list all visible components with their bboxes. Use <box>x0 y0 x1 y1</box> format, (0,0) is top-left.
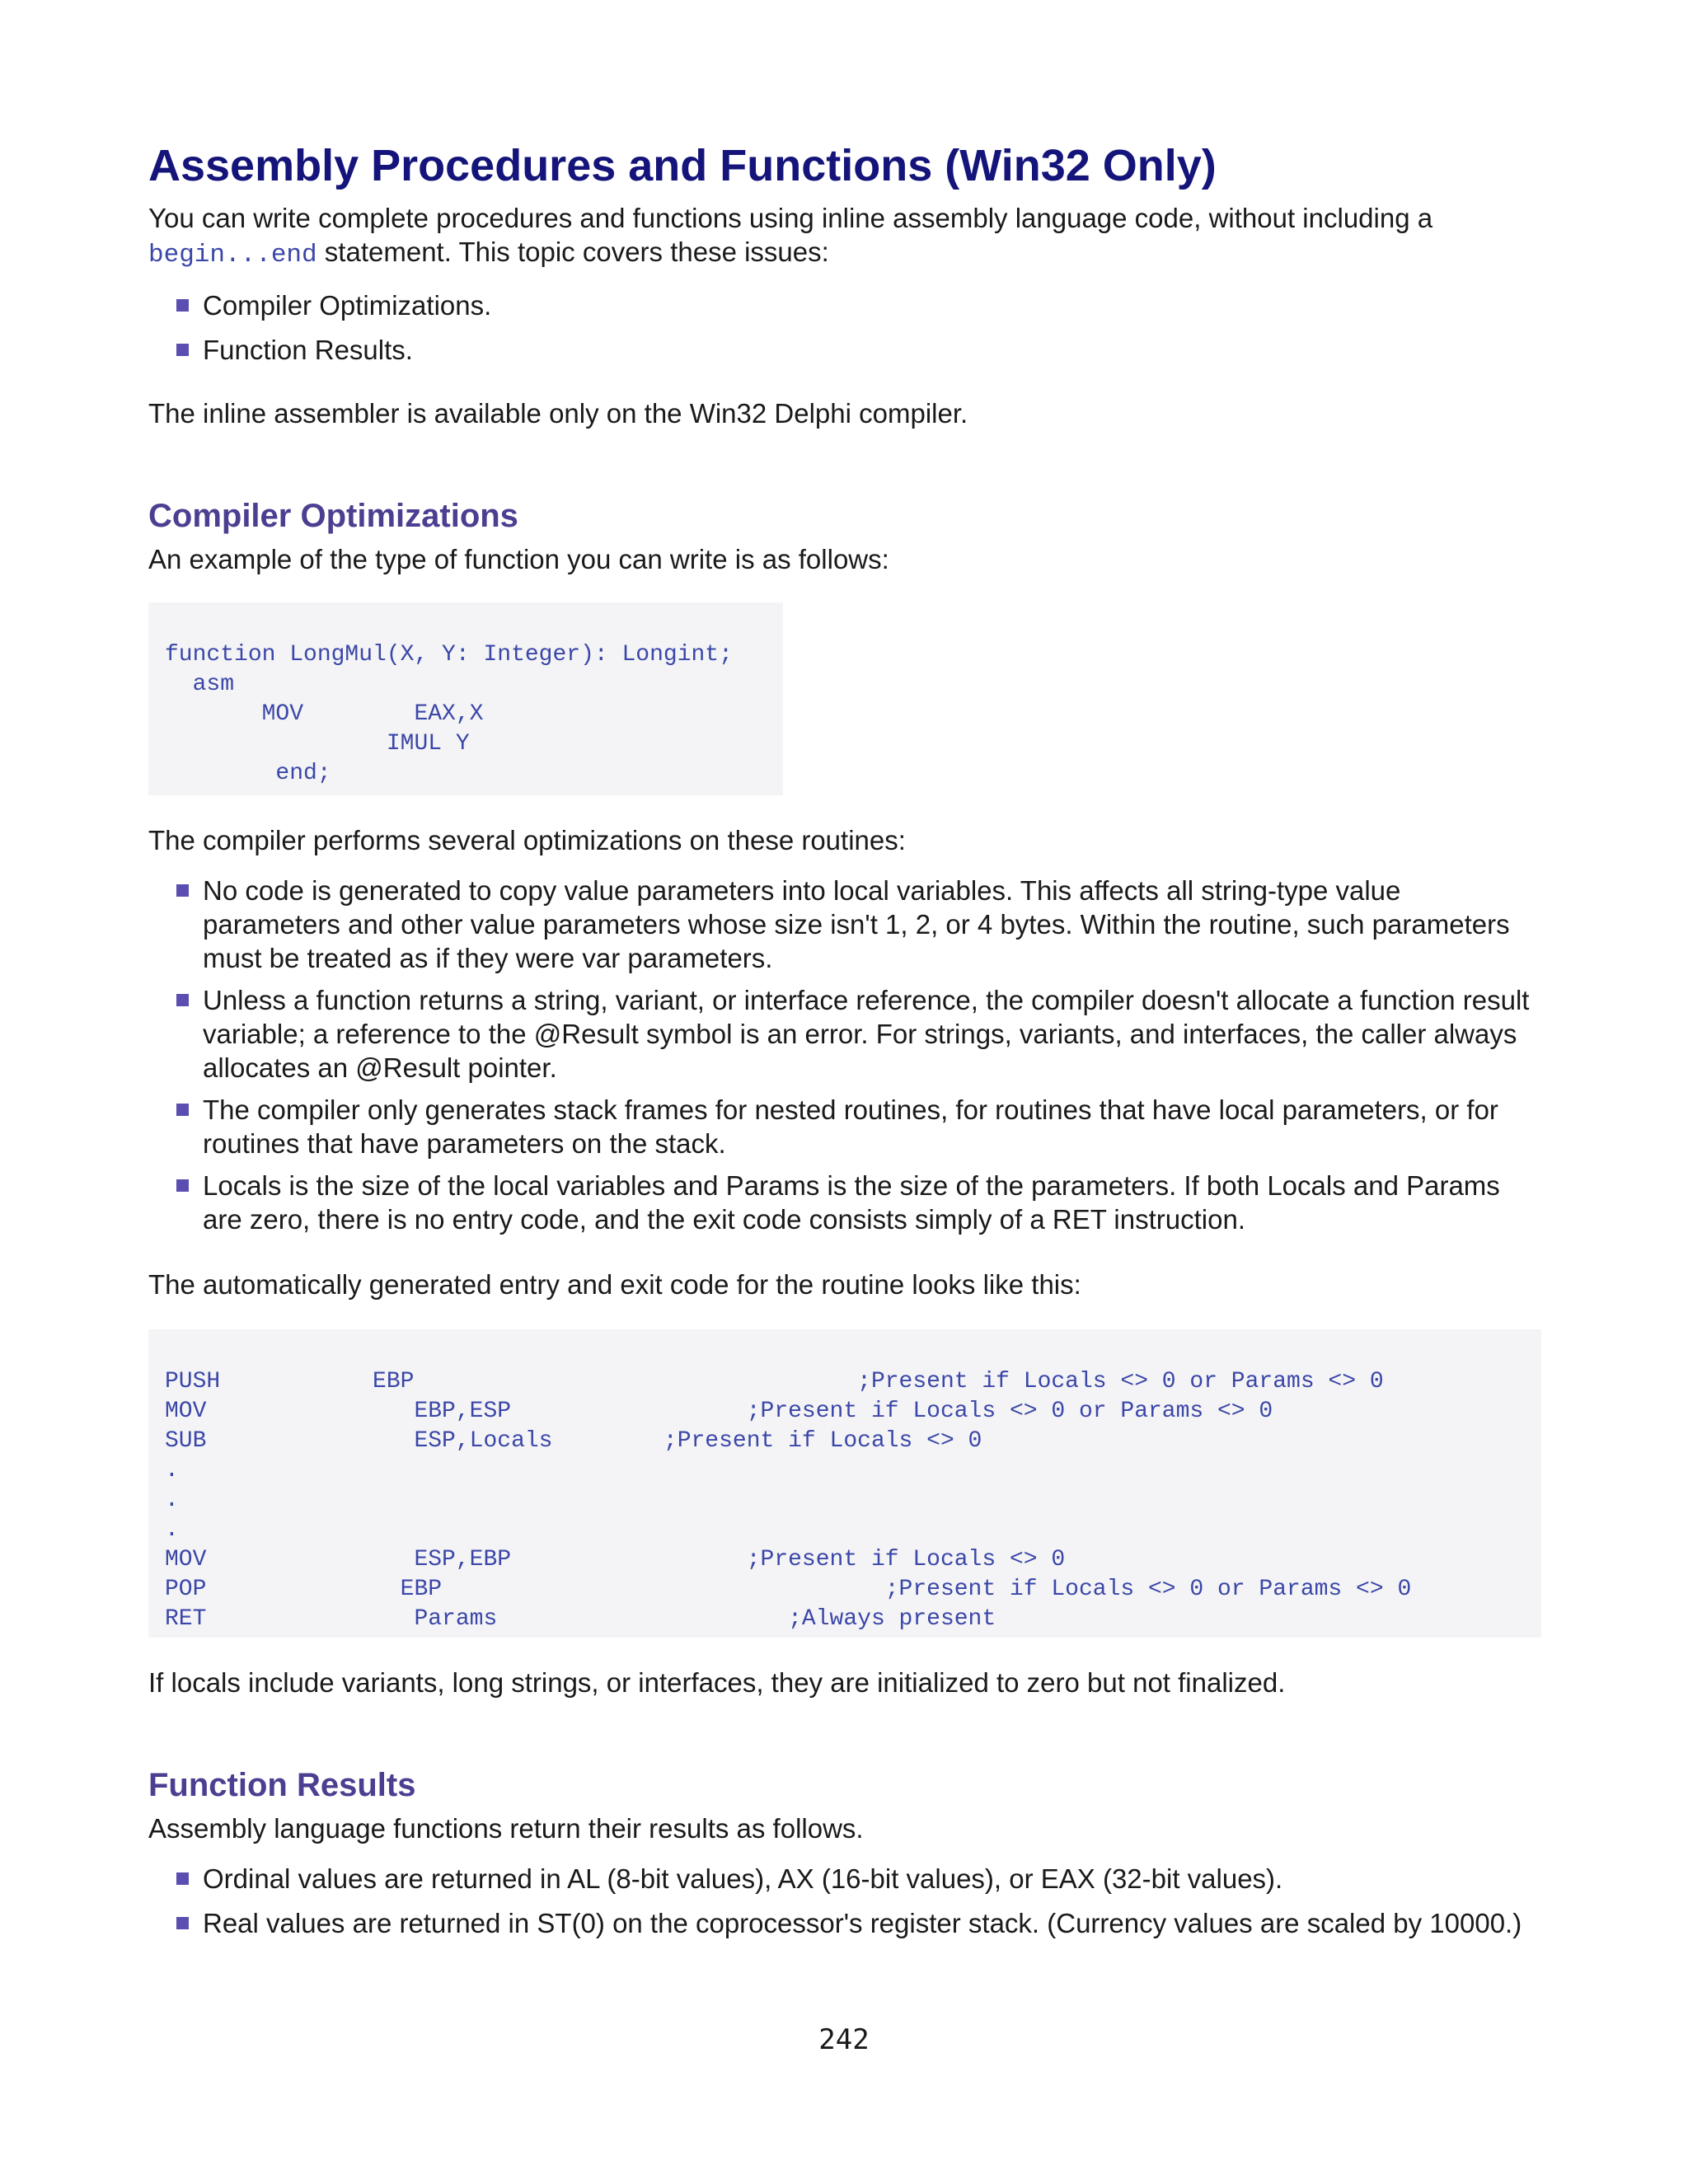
topics-list <box>148 288 1541 367</box>
list-item <box>148 1862 1541 1896</box>
optimization-text: The compiler only generates stack frames for nested routines, for routines that have local parameters, or for routines that have parameters on the stack. <box>203 1094 1498 1160</box>
optimizations-example-intro: An example of the type of function you can write is as follows: <box>148 544 889 575</box>
section-heading-compiler-optimizations: Compiler Optimizations <box>148 498 518 535</box>
square-bullet-icon <box>176 884 189 897</box>
optimizations-list-intro: The compiler performs several optimizations on these routines: <box>148 825 906 856</box>
square-bullet-icon <box>176 1104 189 1116</box>
list-item <box>148 1906 1541 1940</box>
intro-text-before: You can write complete procedures and functions using inline assembly language code, without including a <box>148 203 1433 234</box>
list-item <box>148 874 1541 975</box>
topic-link-function-results[interactable]: Function Results. <box>203 335 413 366</box>
square-bullet-icon <box>176 1179 189 1192</box>
entry-exit-intro: The automatically generated entry and exit code for the routine looks like this: <box>148 1269 1081 1301</box>
list-item <box>148 288 1541 322</box>
square-bullet-icon <box>176 1917 189 1929</box>
list-item <box>148 333 1541 367</box>
optimization-text: Locals is the size of the local variables and Params is the size of the parameters. If both Locals and Params are zero, there is no entry code, and the exit code consists simply of a RET instruction. <box>203 1170 1500 1235</box>
list-item <box>148 983 1541 1085</box>
page-title: Assembly Procedures and Functions (Win32 Only) <box>148 141 1217 190</box>
optimization-text: No code is generated to copy value parameters into local variables. This affects all string-type value parameters and other value parameters whose size isn't 1, 2, or 4 bytes. Within the routine, such parameters must be treated as if they were var parameters. <box>203 875 1510 974</box>
page-content <box>148 140 1541 1940</box>
optimization-text: Unless a function returns a string, variant, or interface reference, the compiler doesn't allocate a function result variable; a reference to the @Result symbol is an error. For strings, variants, and interfaces, the caller always allocates an @Result pointer. <box>203 985 1530 1084</box>
topic-link-compiler-optimizations[interactable]: Compiler Optimizations. <box>203 290 492 321</box>
square-bullet-icon <box>176 1872 189 1885</box>
code-example-longmul: function LongMul(X, Y: Integer): Longint; asm MOV EAX,X IMUL Y end; <box>148 602 783 795</box>
section-heading-function-results: Function Results <box>148 1767 416 1804</box>
locals-note: If locals include variants, long strings, or interfaces, they are initialized to zero but not finalized. <box>148 1667 1286 1699</box>
square-bullet-icon <box>176 994 189 1006</box>
page-number: 242 <box>818 2023 870 2056</box>
optimizations-list <box>148 874 1541 1236</box>
function-results-list <box>148 1862 1541 1940</box>
function-results-intro: Assembly language functions return their results as follows. <box>148 1813 864 1844</box>
list-item <box>148 1169 1541 1236</box>
availability-note: The inline assembler is available only on the Win32 Delphi compiler. <box>148 398 968 429</box>
result-text: Real values are returned in ST(0) on the coprocessor's register stack. (Currency values are scaled by 10000.) <box>203 1908 1522 1939</box>
list-item <box>148 1093 1541 1160</box>
square-bullet-icon <box>176 344 189 356</box>
intro-inline-code: begin...end <box>148 241 317 270</box>
square-bullet-icon <box>176 299 189 312</box>
result-text: Ordinal values are returned in AL (8-bit values), AX (16-bit values), or EAX (32-bit values). <box>203 1863 1283 1895</box>
intro-paragraph <box>148 201 1541 272</box>
intro-text-after: statement. This topic covers these issues: <box>316 237 829 268</box>
code-entry-exit: PUSH EBP ;Present if Locals <> 0 or Params <> 0 MOV EBP,ESP ;Present if Locals <> 0 or Params <> 0 SUB ESP,Locals ;Present if Locals <> 0 . . . MOV ESP,EBP ;Present if Locals <> 0 POP EBP ;Present if Locals <> 0 or Params <> 0 RET Params ;Always present <box>148 1329 1541 1638</box>
